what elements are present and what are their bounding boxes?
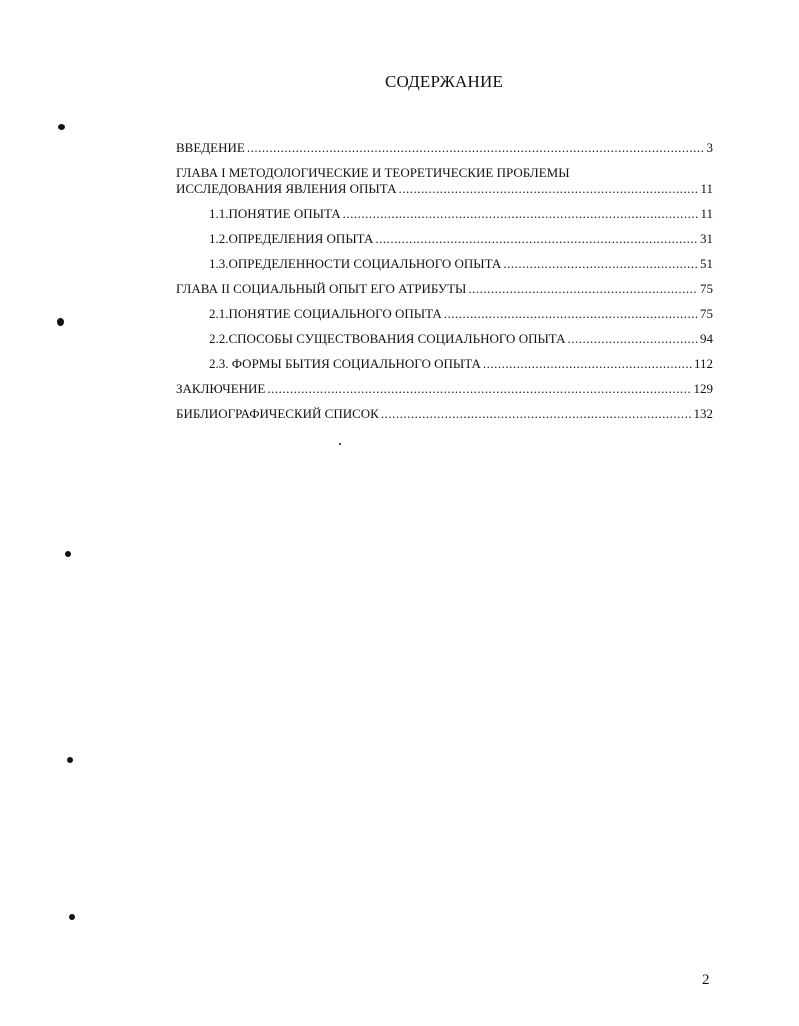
toc-entry-introduction[interactable] <box>176 140 713 156</box>
scan-speck <box>339 443 341 445</box>
toc-entry-page: 51 <box>700 256 713 271</box>
toc-entry-section-2-2[interactable] <box>176 331 713 347</box>
page-title: СОДЕРЖАНИЕ <box>384 72 504 91</box>
toc-entry-section-1-1[interactable] <box>176 206 713 222</box>
toc-entry-section-1-3[interactable] <box>176 256 713 272</box>
scan-speck <box>58 124 65 130</box>
toc-dot-leader <box>375 231 698 247</box>
toc-entry-section-2-1[interactable] <box>176 306 713 322</box>
toc-entry-page: 112 <box>693 356 713 371</box>
toc-entry-page: 3 <box>706 140 713 155</box>
toc-entry-label: 2.3. ФОРМЫ БЫТИЯ СОЦИАЛЬНОГО ОПЫТА <box>209 356 481 371</box>
toc-entry-page: 75 <box>700 306 713 321</box>
toc-entry-section-1-2[interactable] <box>176 231 713 247</box>
scan-speck <box>57 318 64 326</box>
toc-dot-leader <box>398 181 698 197</box>
toc-entry-label: ИССЛЕДОВАНИЯ ЯВЛЕНИЯ ОПЫТА <box>176 181 397 196</box>
toc-entry-label-line1: ГЛАВА I МЕТОДОЛОГИЧЕСКИЕ И ТЕОРЕТИЧЕСКИЕ ПРОБЛЕМЫ <box>176 165 570 180</box>
toc-entry-label: БИБЛИОГРАФИЧЕСКИЙ СПИСОК <box>176 406 379 421</box>
toc-dot-leader <box>444 306 698 322</box>
toc-entry-page: 94 <box>700 331 713 346</box>
toc-entry-page: 11 <box>700 206 713 221</box>
scan-speck <box>67 757 73 763</box>
toc-entry-bibliography[interactable] <box>176 406 713 422</box>
toc-dot-leader <box>267 381 691 397</box>
toc-entry-label: 1.2.ОПРЕДЕЛЕНИЯ ОПЫТА <box>209 231 374 246</box>
toc-entry-label: 2.1.ПОНЯТИЕ СОЦИАЛЬНОГО ОПЫТА <box>209 306 442 321</box>
toc-dot-leader <box>468 281 698 297</box>
toc-entry-label: 1.3.ОПРЕДЕЛЕННОСТИ СОЦИАЛЬНОГО ОПЫТА <box>209 256 502 271</box>
toc-entry-label: 1.1.ПОНЯТИЕ ОПЫТА <box>209 206 341 221</box>
toc-dot-leader <box>503 256 698 272</box>
toc-entry-page: 11 <box>700 181 713 196</box>
scan-speck <box>65 551 71 557</box>
toc-entry-page: 132 <box>693 406 713 421</box>
toc-dot-leader <box>381 406 692 422</box>
toc-dot-leader <box>483 356 692 372</box>
toc-entry-page: 129 <box>693 381 713 396</box>
toc-entry-label: 2.2.СПОСОБЫ СУЩЕСТВОВАНИЯ СОЦИАЛЬНОГО ОПЫТА <box>209 331 566 346</box>
toc-dot-leader <box>343 206 699 222</box>
toc-dot-leader <box>247 140 705 156</box>
scan-speck <box>69 914 75 920</box>
toc-entry-label: ГЛАВА II СОЦИАЛЬНЫЙ ОПЫТ ЕГО АТРИБУТЫ <box>176 281 467 296</box>
toc-entry-conclusion[interactable] <box>176 381 713 397</box>
toc-entry-chapter-1[interactable] <box>176 165 713 197</box>
toc-entry-label: ЗАКЛЮЧЕНИЕ <box>176 381 266 396</box>
toc-entry-page: 31 <box>700 231 713 246</box>
toc-entry-page: 75 <box>700 281 713 296</box>
toc-dot-leader <box>568 331 699 347</box>
toc-entry-chapter-2[interactable] <box>176 281 713 297</box>
toc-entry-section-2-3[interactable] <box>176 356 713 372</box>
page-number: 2 <box>702 972 710 988</box>
table-of-contents <box>176 140 713 431</box>
toc-entry-label: ВВЕДЕНИЕ <box>176 140 245 155</box>
